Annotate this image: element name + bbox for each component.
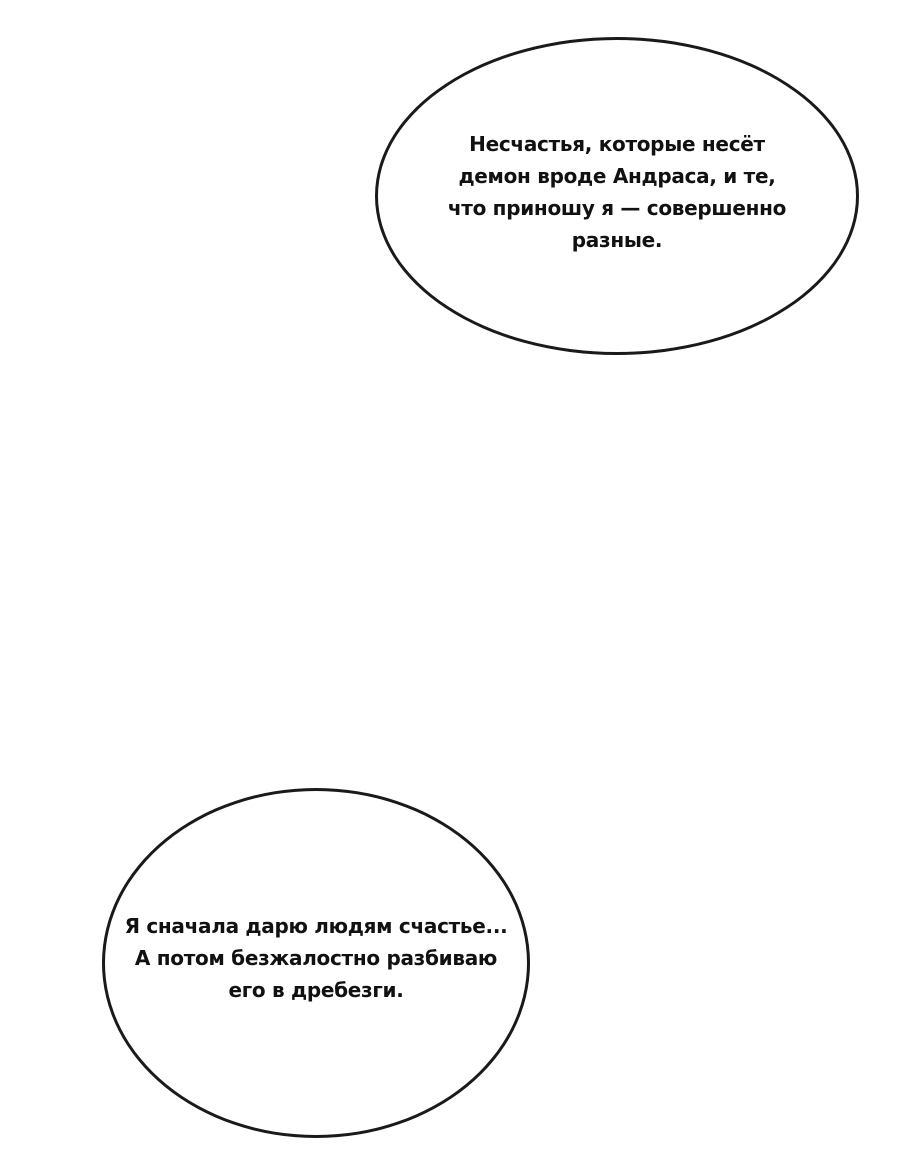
speech-line: разные.: [571, 228, 663, 252]
speech-bubble-bottom-text: [125, 910, 508, 1006]
speech-bubble-bottom: [102, 788, 530, 1138]
speech-bubble-top: [375, 37, 859, 355]
speech-bubble-top-text: [448, 128, 786, 256]
speech-line: его в дребезги.: [228, 978, 404, 1002]
speech-line: А потом безжалостно разбиваю: [134, 946, 498, 970]
speech-line: что приношу я — совершенно: [447, 196, 787, 220]
speech-line: демон вроде Андраса, и те,: [458, 164, 776, 188]
speech-line: Я сначала дарю людям счастье...: [124, 914, 508, 938]
speech-line: Несчастья, которые несёт: [469, 132, 765, 156]
